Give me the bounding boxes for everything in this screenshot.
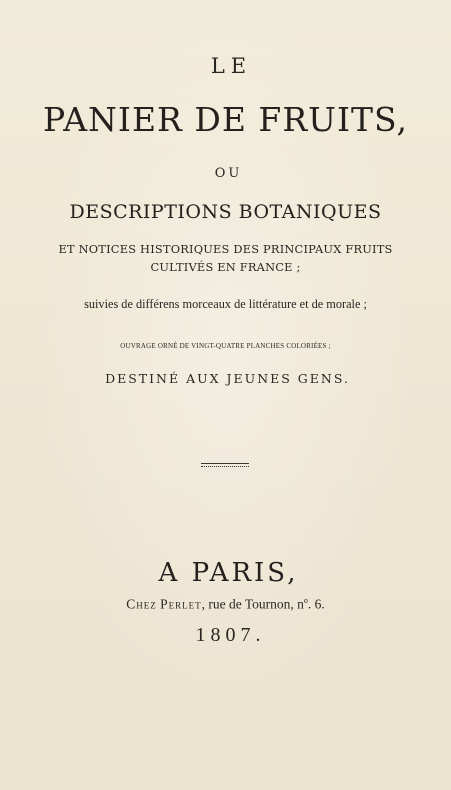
subtitle: DESCRIPTIONS BOTANIQUES [69, 201, 382, 223]
suivies-line: suivies de différens morceaux de littérature et de morale ; [84, 297, 367, 311]
imprint-chez: Chez [126, 596, 157, 612]
imprint-number-sup: o [303, 596, 308, 605]
decorative-rule [201, 462, 249, 470]
destine-line: DESTINÉ AUX JEUNES GENS. [105, 371, 350, 386]
imprint-publisher: Perlet [160, 596, 202, 612]
rule-dotted-line [201, 466, 249, 468]
rule-solid-line [201, 463, 249, 464]
imprint-address: , rue de Tournon, n [201, 596, 304, 612]
title-conjunction: OU [214, 166, 243, 181]
ouvrage-line: OUVRAGE ORNÉ DE VINGT-QUATRE PLANCHES COLORIÉES ; [120, 342, 331, 350]
imprint-publisher-line [0, 597, 451, 611]
main-title: PANIER DE FRUITS, [43, 100, 408, 139]
imprint-number: . 6. [307, 596, 325, 612]
imprint-year: 1807. [195, 624, 266, 646]
title-article: LE [210, 54, 253, 78]
notice-line-2: CULTIVÉS EN FRANCE ; [150, 260, 301, 274]
imprint-city: A PARIS, [158, 558, 299, 588]
notice-line-1: ET NOTICES HISTORIQUES DES PRINCIPAUX FRUITS [58, 242, 393, 256]
